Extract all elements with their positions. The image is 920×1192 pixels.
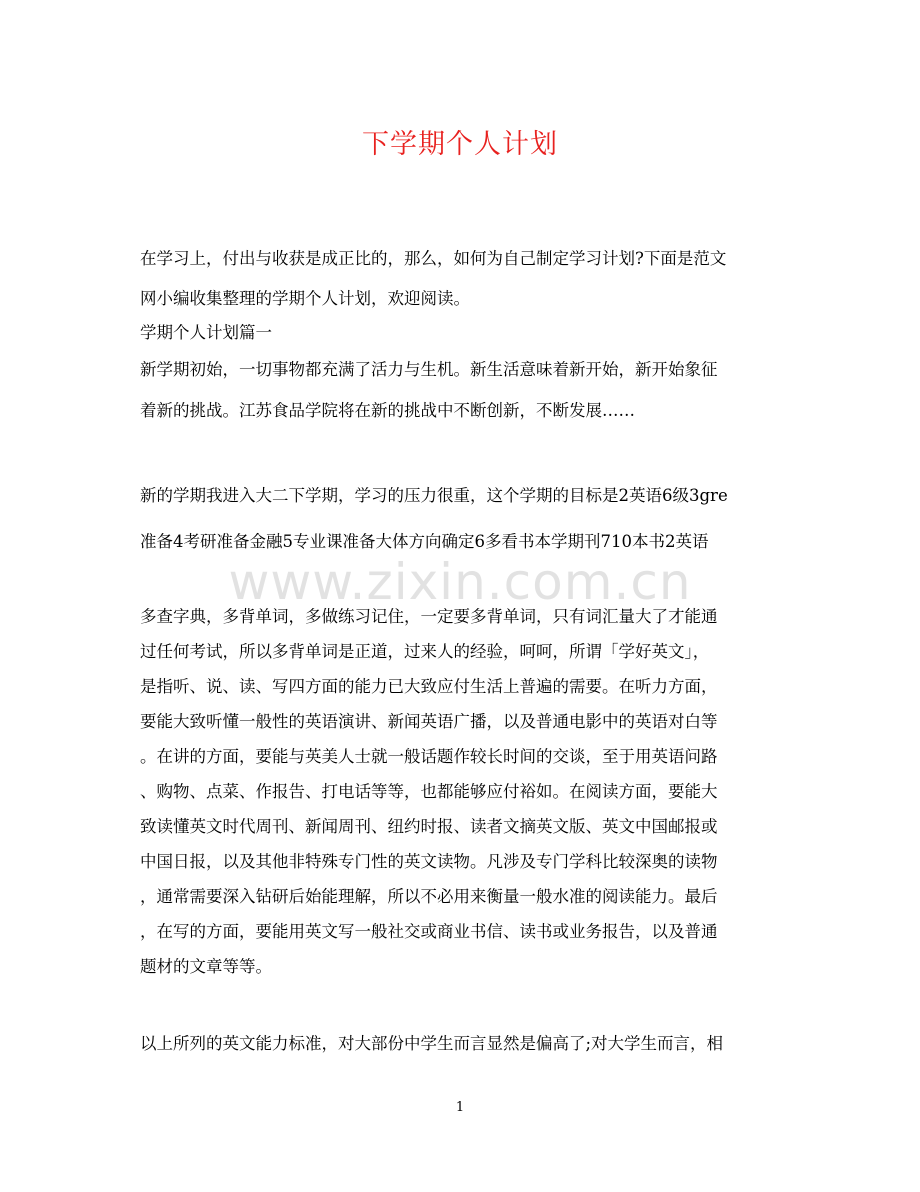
paragraph-line: 题材的文章等等。 <box>140 957 272 976</box>
paragraph-line: 网小编收集整理的学期个人计划，欢迎阅读。 <box>140 289 470 308</box>
paragraph-line: 以上所列的英文能力标准，对大部份中学生而言显然是偏高了;对大学生而言，相 <box>140 1034 724 1053</box>
paragraph-line: 新学期初始，一切事物都充满了活力与生机。新生活意味着新开始，新开始象征 <box>140 360 718 379</box>
section-heading: 学期个人计划篇一 <box>140 323 272 342</box>
paragraph-line: 多查字典，多背单词，多做练习记住，一定要多背单词，只有词汇量大了才能通 <box>140 607 718 626</box>
paragraph-line: 着新的挑战。江苏食品学院将在新的挑战中不断创新，不断发展…… <box>140 401 635 420</box>
paragraph-line: 准备4考研准备金融5专业课准备大体方向确定6多看书本学期刊710本书2英语 <box>140 532 709 551</box>
watermark: www.zixin.com.cn <box>228 553 692 611</box>
paragraph-line: 过任何考试，所以多背单词是正道，过来人的经验，呵呵，所谓「学好英文」， <box>140 642 710 661</box>
paragraph-line: ，在写的方面，要能用英文写一般社交或商业书信、读书或业务报告，以及普通 <box>140 922 718 941</box>
paragraph-line: 要能大致听懂一般性的英语演讲、新闻英语广播，以及普通电影中的英语对白等 <box>140 712 718 731</box>
paragraph-line: 是指听、说、读、写四方面的能力已大致应付生活上普遍的需要。在听力方面， <box>140 677 718 696</box>
paragraph-line: 致读懂英文时代周刊、新闻周刊、纽约时报、读者文摘英文版、英文中国邮报或 <box>140 817 718 836</box>
paragraph-line: 。在讲的方面，要能与英美人士就一般话题作较长时间的交谈，至于用英语问路 <box>140 747 718 766</box>
paragraph-line: 新的学期我进入大二下学期，学习的压力很重，这个学期的目标是2英语6级3gre <box>140 486 728 505</box>
paragraph-line: ，通常需要深入钻研后始能理解，所以不必用来衡量一般水准的阅读能力。最后 <box>140 887 718 906</box>
paragraph-line: 在学习上，付出与收获是成正比的，那么，如何为自己制定学习计划?下面是范文 <box>140 249 727 268</box>
document-title: 下学期个人计划 <box>362 129 558 160</box>
page-number: 1 <box>455 1100 465 1115</box>
paragraph-line: 中国日报，以及其他非特殊专门性的英文读物。凡涉及专门学科比较深奥的读物 <box>140 852 718 871</box>
paragraph-line: 、购物、点菜、作报告、打电话等等，也都能够应付裕如。在阅读方面，要能大 <box>140 782 718 801</box>
